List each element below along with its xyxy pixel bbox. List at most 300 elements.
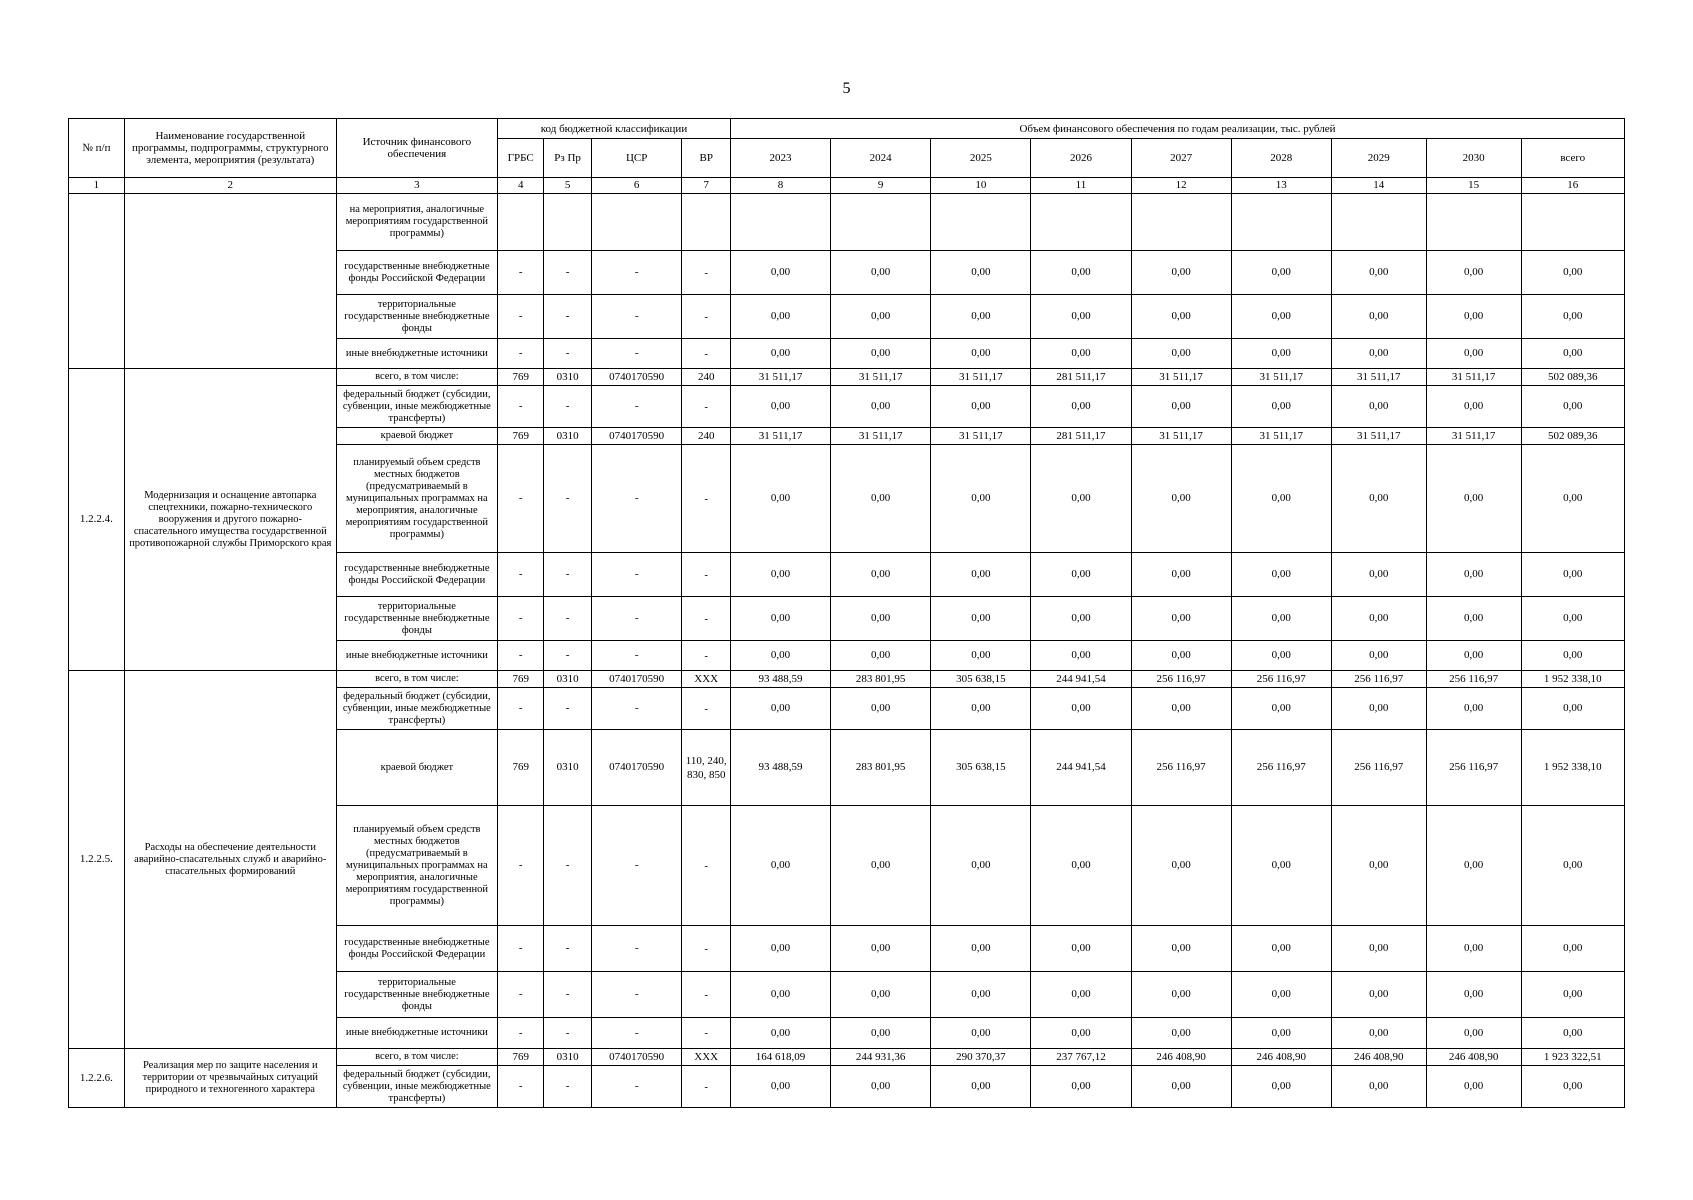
amount-cell: 0,00 bbox=[1231, 386, 1331, 428]
vr-cell: - bbox=[682, 445, 730, 553]
empty-cell bbox=[1426, 194, 1521, 251]
csr-cell: - bbox=[591, 972, 682, 1018]
amount-cell: 0,00 bbox=[1426, 688, 1521, 730]
amount-cell: 0,00 bbox=[1521, 641, 1624, 671]
row-number: 1.2.2.6. bbox=[69, 1049, 125, 1108]
csr-cell: 0740170590 bbox=[591, 671, 682, 688]
amount-cell: 0,00 bbox=[1426, 553, 1521, 597]
rzpr-cell: - bbox=[544, 386, 591, 428]
column-number: 2 bbox=[124, 178, 336, 194]
csr-cell: 0740170590 bbox=[591, 428, 682, 445]
amount-cell: 0,00 bbox=[1031, 806, 1131, 926]
amount-cell: 0,00 bbox=[931, 597, 1031, 641]
amount-cell: 0,00 bbox=[1131, 926, 1231, 972]
grbs-cell: - bbox=[498, 386, 544, 428]
amount-cell: 0,00 bbox=[1231, 597, 1331, 641]
amount-cell: 0,00 bbox=[831, 553, 931, 597]
amount-cell: 0,00 bbox=[831, 688, 931, 730]
amount-cell: 0,00 bbox=[931, 972, 1031, 1018]
amount-cell: 0,00 bbox=[730, 806, 830, 926]
column-number: 6 bbox=[591, 178, 682, 194]
table-row bbox=[69, 671, 1625, 688]
amount-cell: 281 511,17 bbox=[1031, 369, 1131, 386]
amount-cell: 0,00 bbox=[1521, 1018, 1624, 1049]
amount-cell: 0,00 bbox=[1231, 1018, 1331, 1049]
amount-cell: 0,00 bbox=[730, 641, 830, 671]
column-number: 4 bbox=[498, 178, 544, 194]
amount-cell: 31 511,17 bbox=[931, 369, 1031, 386]
vr-cell: - bbox=[682, 553, 730, 597]
amount-cell: 0,00 bbox=[1521, 386, 1624, 428]
amount-cell: 0,00 bbox=[831, 806, 931, 926]
grbs-cell: 769 bbox=[498, 428, 544, 445]
source-cell: федеральный бюджет (субсидии, субвенции, иные межбюджетные трансферты) bbox=[336, 688, 497, 730]
column-number: 8 bbox=[730, 178, 830, 194]
empty-cell bbox=[498, 194, 544, 251]
source-cell: всего, в том числе: bbox=[336, 1049, 497, 1066]
amount-cell: 0,00 bbox=[1131, 1066, 1231, 1108]
num-cell-continued bbox=[69, 194, 125, 369]
amount-cell: 0,00 bbox=[1231, 445, 1331, 553]
amount-cell: 502 089,36 bbox=[1521, 428, 1624, 445]
column-number: 13 bbox=[1231, 178, 1331, 194]
amount-cell: 31 511,17 bbox=[1426, 369, 1521, 386]
csr-cell: - bbox=[591, 1066, 682, 1108]
amount-cell: 0,00 bbox=[831, 386, 931, 428]
amount-cell: 0,00 bbox=[1231, 1066, 1331, 1108]
grbs-cell: - bbox=[498, 339, 544, 369]
amount-cell: 31 511,17 bbox=[831, 369, 931, 386]
source-cell: всего, в том числе: bbox=[336, 369, 497, 386]
column-number: 11 bbox=[1031, 178, 1131, 194]
header-volume-group: Объем финансового обеспечения по годам реализации, тыс. рублей bbox=[730, 119, 1624, 139]
rzpr-cell: - bbox=[544, 553, 591, 597]
amount-cell: 0,00 bbox=[1231, 926, 1331, 972]
amount-cell: 31 511,17 bbox=[730, 428, 830, 445]
grbs-cell: - bbox=[498, 251, 544, 295]
source-cell: территориальные государственные внебюджетные фонды bbox=[336, 597, 497, 641]
vr-cell: 240 bbox=[682, 428, 730, 445]
empty-cell bbox=[1031, 194, 1131, 251]
amount-cell: 0,00 bbox=[931, 386, 1031, 428]
amount-cell: 0,00 bbox=[1331, 386, 1426, 428]
amount-cell: 0,00 bbox=[931, 641, 1031, 671]
amount-cell: 0,00 bbox=[1231, 339, 1331, 369]
amount-cell: 0,00 bbox=[1131, 251, 1231, 295]
amount-cell: 0,00 bbox=[831, 972, 931, 1018]
amount-cell: 31 511,17 bbox=[1131, 428, 1231, 445]
name-cell-continued bbox=[124, 194, 336, 369]
row-number: 1.2.2.5. bbox=[69, 671, 125, 1049]
rzpr-cell: 0310 bbox=[544, 730, 591, 806]
csr-cell: 0740170590 bbox=[591, 1049, 682, 1066]
amount-cell: 237 767,12 bbox=[1031, 1049, 1131, 1066]
header-kbk-col: ВР bbox=[682, 139, 730, 178]
amount-cell: 0,00 bbox=[831, 339, 931, 369]
source-cell: территориальные государственные внебюджетные фонды bbox=[336, 295, 497, 339]
amount-cell: 0,00 bbox=[730, 972, 830, 1018]
amount-cell: 0,00 bbox=[1426, 1066, 1521, 1108]
vr-cell: - bbox=[682, 1066, 730, 1108]
amount-cell: 0,00 bbox=[1131, 972, 1231, 1018]
amount-cell: 0,00 bbox=[1426, 1018, 1521, 1049]
vr-cell: - bbox=[682, 1018, 730, 1049]
grbs-cell: - bbox=[498, 641, 544, 671]
amount-cell: 31 511,17 bbox=[1426, 428, 1521, 445]
amount-cell: 0,00 bbox=[1131, 688, 1231, 730]
amount-cell: 0,00 bbox=[1331, 806, 1426, 926]
amount-cell: 0,00 bbox=[730, 926, 830, 972]
page-number: 5 bbox=[842, 80, 851, 97]
amount-cell: 0,00 bbox=[931, 445, 1031, 553]
measure-name: Модернизация и оснащение автопарка спецтехники, пожарно-технического вооружения и другого пожарно-спасательного имущества государственной противопожарной службы Приморского края bbox=[124, 369, 336, 671]
amount-cell: 0,00 bbox=[1426, 386, 1521, 428]
empty-cell bbox=[591, 194, 682, 251]
grbs-cell: - bbox=[498, 688, 544, 730]
amount-cell: 256 116,97 bbox=[1131, 671, 1231, 688]
amount-cell: 0,00 bbox=[1031, 295, 1131, 339]
source-cell: краевой бюджет bbox=[336, 428, 497, 445]
amount-cell: 0,00 bbox=[1331, 926, 1426, 972]
header-year-col: 2023 bbox=[730, 139, 830, 178]
rzpr-cell: - bbox=[544, 926, 591, 972]
rzpr-cell: - bbox=[544, 445, 591, 553]
vr-cell: - bbox=[682, 972, 730, 1018]
column-number: 12 bbox=[1131, 178, 1231, 194]
amount-cell: 0,00 bbox=[1521, 445, 1624, 553]
amount-cell: 502 089,36 bbox=[1521, 369, 1624, 386]
csr-cell: - bbox=[591, 295, 682, 339]
amount-cell: 0,00 bbox=[1031, 641, 1131, 671]
amount-cell: 0,00 bbox=[1521, 295, 1624, 339]
table-row bbox=[69, 1049, 1625, 1066]
amount-cell: 0,00 bbox=[730, 688, 830, 730]
vr-cell: - bbox=[682, 251, 730, 295]
amount-cell: 0,00 bbox=[831, 295, 931, 339]
amount-cell: 93 488,59 bbox=[730, 671, 830, 688]
amount-cell: 244 931,36 bbox=[831, 1049, 931, 1066]
amount-cell: 244 941,54 bbox=[1031, 730, 1131, 806]
rzpr-cell: 0310 bbox=[544, 671, 591, 688]
empty-cell bbox=[1331, 194, 1426, 251]
empty-cell bbox=[931, 194, 1031, 251]
vr-cell: - bbox=[682, 641, 730, 671]
header-year-col: 2030 bbox=[1426, 139, 1521, 178]
measure-name: Реализация мер по защите населения и территории от чрезвычайных ситуаций природного и техногенного характера bbox=[124, 1049, 336, 1108]
amount-cell: 0,00 bbox=[1426, 641, 1521, 671]
amount-cell: 0,00 bbox=[1331, 1066, 1426, 1108]
amount-cell: 31 511,17 bbox=[730, 369, 830, 386]
vr-cell: - bbox=[682, 597, 730, 641]
amount-cell: 0,00 bbox=[1331, 1018, 1426, 1049]
empty-cell bbox=[682, 194, 730, 251]
amount-cell: 0,00 bbox=[831, 641, 931, 671]
amount-cell: 0,00 bbox=[931, 806, 1031, 926]
column-number: 9 bbox=[831, 178, 931, 194]
grbs-cell: 769 bbox=[498, 730, 544, 806]
amount-cell: 0,00 bbox=[1031, 553, 1131, 597]
amount-cell: 0,00 bbox=[730, 553, 830, 597]
amount-cell: 0,00 bbox=[1131, 806, 1231, 926]
amount-cell: 0,00 bbox=[730, 386, 830, 428]
csr-cell: - bbox=[591, 926, 682, 972]
amount-cell: 1 923 322,51 bbox=[1521, 1049, 1624, 1066]
amount-cell: 0,00 bbox=[1521, 1066, 1624, 1108]
amount-cell: 0,00 bbox=[1331, 597, 1426, 641]
header-kbk-group: код бюджетной классификации bbox=[498, 119, 731, 139]
amount-cell: 0,00 bbox=[831, 1066, 931, 1108]
source-cell: федеральный бюджет (субсидии, субвенции, иные межбюджетные трансферты) bbox=[336, 386, 497, 428]
amount-cell: 0,00 bbox=[1031, 339, 1131, 369]
csr-cell: 0740170590 bbox=[591, 730, 682, 806]
amount-cell: 0,00 bbox=[1031, 445, 1131, 553]
header-year-col: 2026 bbox=[1031, 139, 1131, 178]
header-year-col: 2028 bbox=[1231, 139, 1331, 178]
header-kbk-col: ЦСР bbox=[591, 139, 682, 178]
amount-cell: 0,00 bbox=[931, 553, 1031, 597]
amount-cell: 0,00 bbox=[931, 926, 1031, 972]
amount-cell: 0,00 bbox=[730, 251, 830, 295]
amount-cell: 0,00 bbox=[831, 597, 931, 641]
column-number: 14 bbox=[1331, 178, 1426, 194]
grbs-cell: - bbox=[498, 1018, 544, 1049]
header-kbk-col: ГРБС bbox=[498, 139, 544, 178]
grbs-cell: - bbox=[498, 597, 544, 641]
table-row bbox=[69, 194, 1625, 251]
amount-cell: 0,00 bbox=[931, 295, 1031, 339]
grbs-cell: - bbox=[498, 553, 544, 597]
source-cell: всего, в том числе: bbox=[336, 671, 497, 688]
source-cell: краевой бюджет bbox=[336, 730, 497, 806]
amount-cell: 0,00 bbox=[831, 1018, 931, 1049]
header-year-col: 2029 bbox=[1331, 139, 1426, 178]
rzpr-cell: - bbox=[544, 688, 591, 730]
amount-cell: 0,00 bbox=[1131, 295, 1231, 339]
amount-cell: 0,00 bbox=[1231, 295, 1331, 339]
amount-cell: 31 511,17 bbox=[831, 428, 931, 445]
amount-cell: 256 116,97 bbox=[1131, 730, 1231, 806]
amount-cell: 290 370,37 bbox=[931, 1049, 1031, 1066]
table-row bbox=[69, 369, 1625, 386]
row-number: 1.2.2.4. bbox=[69, 369, 125, 671]
csr-cell: - bbox=[591, 445, 682, 553]
vr-cell: - bbox=[682, 806, 730, 926]
amount-cell: 0,00 bbox=[1031, 1018, 1131, 1049]
amount-cell: 0,00 bbox=[1331, 553, 1426, 597]
amount-cell: 0,00 bbox=[1521, 251, 1624, 295]
csr-cell: - bbox=[591, 641, 682, 671]
rzpr-cell: 0310 bbox=[544, 1049, 591, 1066]
amount-cell: 0,00 bbox=[730, 1066, 830, 1108]
amount-cell: 31 511,17 bbox=[931, 428, 1031, 445]
rzpr-cell: - bbox=[544, 806, 591, 926]
amount-cell: 0,00 bbox=[1131, 386, 1231, 428]
amount-cell: 0,00 bbox=[1131, 339, 1231, 369]
csr-cell: 0740170590 bbox=[591, 369, 682, 386]
amount-cell: 0,00 bbox=[1426, 445, 1521, 553]
amount-cell: 0,00 bbox=[1031, 688, 1131, 730]
csr-cell: - bbox=[591, 688, 682, 730]
amount-cell: 0,00 bbox=[1521, 597, 1624, 641]
empty-cell bbox=[1131, 194, 1231, 251]
amount-cell: 0,00 bbox=[831, 445, 931, 553]
amount-cell: 246 408,90 bbox=[1131, 1049, 1231, 1066]
source-cell: государственные внебюджетные фонды Российской Федерации bbox=[336, 553, 497, 597]
amount-cell: 256 116,97 bbox=[1331, 730, 1426, 806]
source-cell: планируемый объем средств местных бюджетов (предусматриваемый в муниципальных программах на мероприятия, аналогичные мероприятиям государственной программы) bbox=[336, 806, 497, 926]
rzpr-cell: - bbox=[544, 1066, 591, 1108]
rzpr-cell: 0310 bbox=[544, 428, 591, 445]
vr-cell: - bbox=[682, 339, 730, 369]
source-cell: иные внебюджетные источники bbox=[336, 641, 497, 671]
amount-cell: 0,00 bbox=[1231, 972, 1331, 1018]
amount-cell: 0,00 bbox=[1031, 926, 1131, 972]
column-number: 7 bbox=[682, 178, 730, 194]
amount-cell: 31 511,17 bbox=[1231, 428, 1331, 445]
vr-cell: 240 bbox=[682, 369, 730, 386]
amount-cell: 0,00 bbox=[1031, 251, 1131, 295]
amount-cell: 31 511,17 bbox=[1331, 369, 1426, 386]
column-number: 10 bbox=[931, 178, 1031, 194]
rzpr-cell: - bbox=[544, 597, 591, 641]
amount-cell: 0,00 bbox=[1331, 641, 1426, 671]
amount-cell: 0,00 bbox=[730, 445, 830, 553]
amount-cell: 1 952 338,10 bbox=[1521, 671, 1624, 688]
column-number: 15 bbox=[1426, 178, 1521, 194]
grbs-cell: - bbox=[498, 295, 544, 339]
header-year-col: 2024 bbox=[831, 139, 931, 178]
source-cell: на мероприятия, аналогичные мероприятиям государственной программы) bbox=[336, 194, 497, 251]
amount-cell: 305 638,15 bbox=[931, 671, 1031, 688]
rzpr-cell: - bbox=[544, 1018, 591, 1049]
rzpr-cell: - bbox=[544, 295, 591, 339]
amount-cell: 0,00 bbox=[1331, 972, 1426, 1018]
column-number: 1 bbox=[69, 178, 125, 194]
amount-cell: 0,00 bbox=[1426, 806, 1521, 926]
amount-cell: 0,00 bbox=[1521, 806, 1624, 926]
rzpr-cell: - bbox=[544, 641, 591, 671]
amount-cell: 256 116,97 bbox=[1426, 671, 1521, 688]
header-year-col: всего bbox=[1521, 139, 1624, 178]
empty-cell bbox=[1521, 194, 1624, 251]
amount-cell: 0,00 bbox=[1426, 339, 1521, 369]
amount-cell: 0,00 bbox=[1426, 295, 1521, 339]
amount-cell: 0,00 bbox=[730, 339, 830, 369]
vr-cell: XXX bbox=[682, 1049, 730, 1066]
csr-cell: - bbox=[591, 339, 682, 369]
amount-cell: 0,00 bbox=[1131, 597, 1231, 641]
amount-cell: 246 408,90 bbox=[1331, 1049, 1426, 1066]
amount-cell: 31 511,17 bbox=[1231, 369, 1331, 386]
header-year-col: 2025 bbox=[931, 139, 1031, 178]
amount-cell: 0,00 bbox=[1231, 641, 1331, 671]
grbs-cell: - bbox=[498, 445, 544, 553]
amount-cell: 0,00 bbox=[1426, 597, 1521, 641]
vr-cell: - bbox=[682, 688, 730, 730]
amount-cell: 0,00 bbox=[1331, 445, 1426, 553]
header-year-col: 2027 bbox=[1131, 139, 1231, 178]
amount-cell: 246 408,90 bbox=[1426, 1049, 1521, 1066]
amount-cell: 0,00 bbox=[1521, 688, 1624, 730]
amount-cell: 0,00 bbox=[1331, 688, 1426, 730]
amount-cell: 31 511,17 bbox=[1331, 428, 1426, 445]
source-cell: государственные внебюджетные фонды Российской Федерации bbox=[336, 926, 497, 972]
amount-cell: 256 116,97 bbox=[1231, 671, 1331, 688]
amount-cell: 0,00 bbox=[931, 251, 1031, 295]
amount-cell: 0,00 bbox=[1331, 339, 1426, 369]
grbs-cell: - bbox=[498, 926, 544, 972]
amount-cell: 0,00 bbox=[1231, 553, 1331, 597]
amount-cell: 281 511,17 bbox=[1031, 428, 1131, 445]
amount-cell: 0,00 bbox=[1031, 1066, 1131, 1108]
amount-cell: 244 941,54 bbox=[1031, 671, 1131, 688]
amount-cell: 0,00 bbox=[1426, 972, 1521, 1018]
amount-cell: 1 952 338,10 bbox=[1521, 730, 1624, 806]
csr-cell: - bbox=[591, 806, 682, 926]
amount-cell: 283 801,95 bbox=[831, 730, 931, 806]
financing-table bbox=[68, 118, 1625, 1108]
rzpr-cell: 0310 bbox=[544, 369, 591, 386]
header-row bbox=[69, 119, 1625, 139]
amount-cell: 0,00 bbox=[931, 1018, 1031, 1049]
empty-cell bbox=[831, 194, 931, 251]
vr-cell: - bbox=[682, 386, 730, 428]
csr-cell: - bbox=[591, 553, 682, 597]
source-cell: иные внебюджетные источники bbox=[336, 1018, 497, 1049]
rzpr-cell: - bbox=[544, 251, 591, 295]
column-number: 16 bbox=[1521, 178, 1624, 194]
header-num: № п/п bbox=[69, 119, 125, 178]
csr-cell: - bbox=[591, 386, 682, 428]
source-cell: федеральный бюджет (субсидии, субвенции, иные межбюджетные трансферты) bbox=[336, 1066, 497, 1108]
grbs-cell: 769 bbox=[498, 671, 544, 688]
empty-cell bbox=[544, 194, 591, 251]
measure-name: Расходы на обеспечение деятельности аварийно-спасательных служб и аварийно-спасательных формирований bbox=[124, 671, 336, 1049]
grbs-cell: - bbox=[498, 972, 544, 1018]
amount-cell: 93 488,59 bbox=[730, 730, 830, 806]
empty-cell bbox=[730, 194, 830, 251]
amount-cell: 0,00 bbox=[1031, 597, 1131, 641]
amount-cell: 0,00 bbox=[730, 597, 830, 641]
amount-cell: 0,00 bbox=[1521, 926, 1624, 972]
amount-cell: 0,00 bbox=[1331, 251, 1426, 295]
column-number: 3 bbox=[336, 178, 497, 194]
amount-cell: 0,00 bbox=[1131, 641, 1231, 671]
amount-cell: 0,00 bbox=[1521, 972, 1624, 1018]
grbs-cell: - bbox=[498, 806, 544, 926]
amount-cell: 0,00 bbox=[1131, 445, 1231, 553]
amount-cell: 0,00 bbox=[1521, 339, 1624, 369]
source-cell: территориальные государственные внебюджетные фонды bbox=[336, 972, 497, 1018]
amount-cell: 305 638,15 bbox=[931, 730, 1031, 806]
amount-cell: 283 801,95 bbox=[831, 671, 931, 688]
amount-cell: 256 116,97 bbox=[1231, 730, 1331, 806]
amount-cell: 0,00 bbox=[1521, 553, 1624, 597]
amount-cell: 0,00 bbox=[831, 926, 931, 972]
amount-cell: 0,00 bbox=[1231, 251, 1331, 295]
amount-cell: 256 116,97 bbox=[1426, 730, 1521, 806]
amount-cell: 0,00 bbox=[931, 688, 1031, 730]
header-kbk-col: Рз Пр bbox=[544, 139, 591, 178]
amount-cell: 31 511,17 bbox=[1131, 369, 1231, 386]
amount-cell: 0,00 bbox=[1031, 386, 1131, 428]
amount-cell: 0,00 bbox=[1031, 972, 1131, 1018]
column-number: 5 bbox=[544, 178, 591, 194]
header-name: Наименование государственной программы, подпрограммы, структурного элемента, мероприятия (результата) bbox=[124, 119, 336, 178]
amount-cell: 0,00 bbox=[1131, 1018, 1231, 1049]
amount-cell: 0,00 bbox=[1231, 688, 1331, 730]
rzpr-cell: - bbox=[544, 339, 591, 369]
